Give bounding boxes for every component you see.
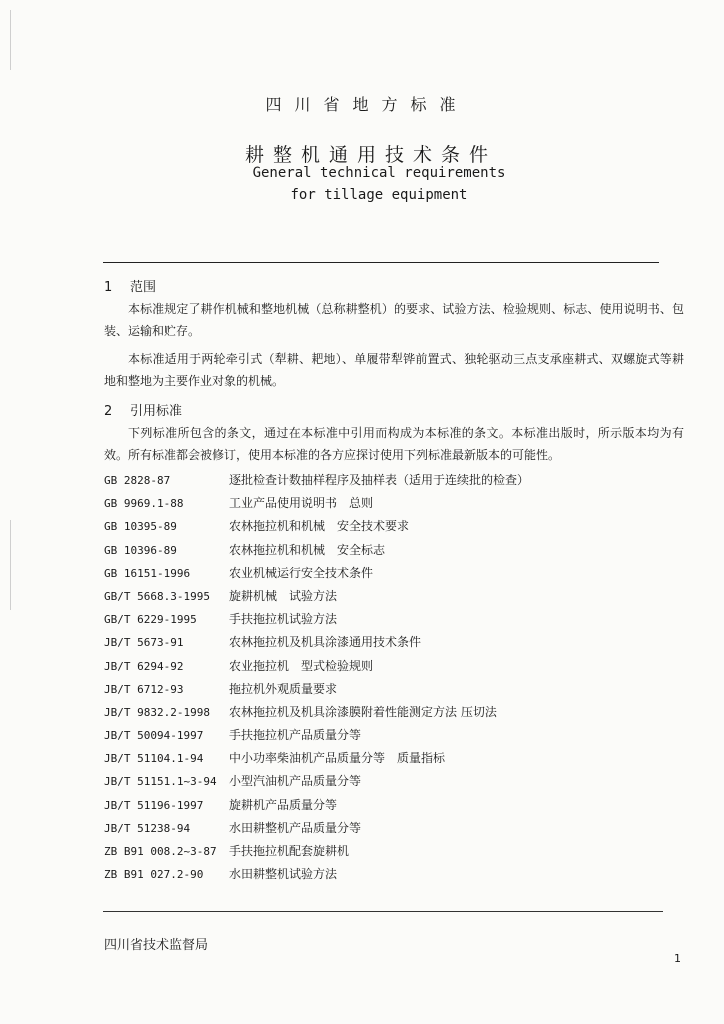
reference-code: JB/T 5673-91 <box>104 636 184 650</box>
reference-item <box>104 817 684 840</box>
reference-item <box>104 678 684 701</box>
reference-title: 工业产品使用说明书 总则 <box>229 496 374 511</box>
footer-rule <box>103 911 663 912</box>
reference-code: GB 10395-89 <box>104 520 177 534</box>
header-rule <box>103 262 659 263</box>
reference-title: 农林拖拉机及机具涂漆膜附着性能测定方法 压切法 <box>229 704 497 719</box>
reference-title: 农林拖拉机和机械 安全标志 <box>229 542 386 557</box>
reference-item <box>104 469 684 492</box>
reference-item <box>104 863 684 886</box>
section-number: 2 <box>104 404 113 419</box>
reference-code: JB/T 51151.1~3-94 <box>104 775 217 789</box>
reference-item <box>104 585 684 608</box>
reference-item <box>104 655 684 678</box>
reference-item <box>104 794 684 817</box>
reference-title: 旋耕机产品质量分等 <box>229 797 338 812</box>
reference-item <box>104 492 684 515</box>
reference-code: GB/T 6229-1995 <box>104 613 197 627</box>
reference-code: JB/T 51104.1-94 <box>104 752 204 766</box>
reference-item <box>104 562 684 585</box>
reference-code: GB/T 5668.3-1995 <box>104 589 210 603</box>
scope-paragraph: 本标准适用于两轮牵引式（犁耕、耙地）、单履带犁铧前置式、独轮驱动三点支承座耕式、双螺旋式等耕地和整地为主要作业对象的机械。 <box>104 352 684 388</box>
reference-item <box>104 631 684 654</box>
reference-item <box>104 515 684 538</box>
binding-mark <box>10 10 11 70</box>
reference-title: 农业机械运行安全技术条件 <box>229 565 374 580</box>
reference-code: GB 16151-1996 <box>104 566 191 580</box>
scope-paragraph: 本标准规定了耕作机械和整地机械（总称耕整机）的要求、试验方法、检验规则、标志、使用说明书、包装、运输和贮存。 <box>104 302 684 338</box>
document-title-en-line1: General technical requirements <box>252 165 506 181</box>
reference-code: GB 10396-89 <box>104 543 177 557</box>
section-heading-references <box>104 400 182 419</box>
reference-title: 小型汽油机产品质量分等 <box>229 774 362 789</box>
reference-title: 水田耕整机产品质量分等 <box>229 820 362 835</box>
reference-item <box>104 608 684 631</box>
reference-code: JB/T 51238-94 <box>104 821 191 835</box>
page-number: 1 <box>674 952 681 965</box>
section-title: 范围 <box>130 280 157 295</box>
reference-title: 中小功率柴油机产品质量分等 质量指标 <box>229 751 446 766</box>
section-number: 1 <box>104 280 113 295</box>
reference-item <box>104 539 684 562</box>
issuing-authority: 四川省技术监督局 <box>104 938 209 953</box>
reference-code: JB/T 6294-92 <box>104 659 184 673</box>
reference-code: JB/T 9832.2-1998 <box>104 705 210 719</box>
reference-title: 农林拖拉机及机具涂漆通用技术条件 <box>229 635 422 650</box>
standard-category: 四川省地方标准 <box>265 95 469 114</box>
reference-code: JB/T 6712-93 <box>104 682 184 696</box>
document-title-cn: 耕整机通用技术条件 <box>244 144 497 166</box>
reference-item <box>104 747 684 770</box>
reference-list <box>104 469 684 886</box>
reference-code: ZB B91 008.2~3-87 <box>104 845 217 858</box>
binding-mark <box>10 520 11 610</box>
reference-item <box>104 770 684 793</box>
section-title: 引用标准 <box>130 404 183 419</box>
document-title-en-line2: for tillage equipment <box>290 187 468 203</box>
reference-title: 手扶拖拉机配套旋耕机 <box>229 844 350 858</box>
reference-item <box>104 724 684 747</box>
references-intro-paragraph: 下列标准所包含的条文，通过在本标准中引用而构成为本标准的条文。本标准出版时，所示版本均为有效。所有标准都会被修订，使用本标准的各方应探讨使用下列标准最新版本的可能性。 <box>104 426 684 462</box>
reference-item <box>104 840 684 863</box>
reference-title: 手扶拖拉机产品质量分等 <box>229 728 362 743</box>
reference-code: GB 9969.1-88 <box>104 497 184 511</box>
reference-title: 旋耕机械 试验方法 <box>229 588 338 603</box>
reference-title: 水田耕整机试验方法 <box>229 867 338 882</box>
reference-code: JB/T 50094-1997 <box>104 729 204 743</box>
reference-code: ZB B91 027.2-90 <box>104 868 204 882</box>
reference-title: 逐批检查计数抽样程序及抽样表（适用于连续批的检查） <box>229 473 530 487</box>
reference-title: 农林拖拉机和机械 安全技术要求 <box>229 519 410 534</box>
reference-title: 手扶拖拉机试验方法 <box>229 612 338 627</box>
reference-code: JB/T 51196-1997 <box>104 798 204 812</box>
reference-title: 农业拖拉机 型式检验规则 <box>229 658 374 673</box>
reference-item <box>104 701 684 724</box>
section-heading-scope <box>104 276 156 295</box>
reference-code: GB 2828-87 <box>104 474 171 487</box>
reference-title: 拖拉机外观质量要求 <box>229 681 338 696</box>
